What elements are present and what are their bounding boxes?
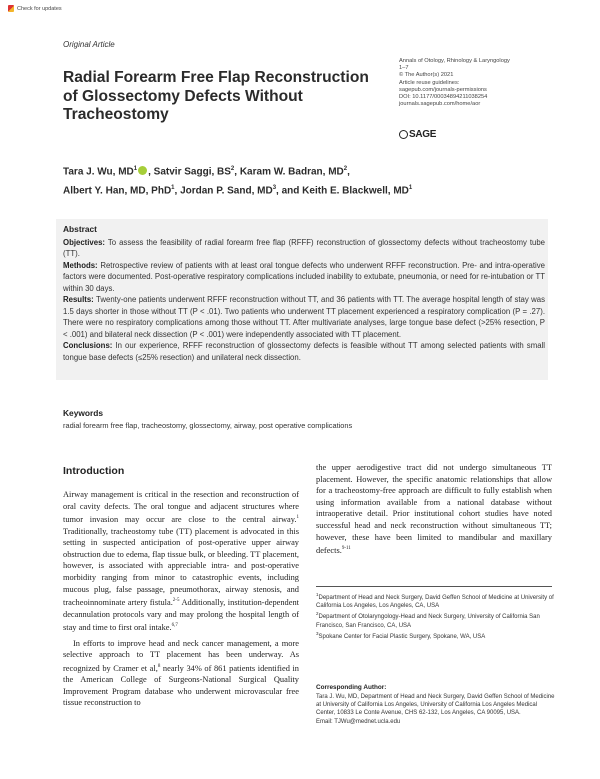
article-type-label: Original Article <box>63 40 115 49</box>
keywords-heading: Keywords <box>63 408 104 418</box>
publisher-name: SAGE <box>409 129 437 140</box>
citation[interactable]: 8 <box>157 663 161 669</box>
affiliations <box>316 591 556 641</box>
corresponding-author-email[interactable]: Email: TJWu@mednet.ucla.edu <box>316 718 401 725</box>
author-affiliation-number: 3 <box>272 185 277 192</box>
journal-name: Annals of Otology, Rhinology & Laryngology <box>399 58 510 64</box>
author-list <box>63 161 533 200</box>
corresponding-author-address: Tara J. Wu, MD, Department of Head and Neck Surgery, David Geffen School of Medicine at University of California Los Angeles, University of California Los Angeles Medical Center, 10833 Le Conte Avenue, CHS 62-132, Los Angeles, CA 90095, USA. <box>316 694 555 717</box>
author-separator: , <box>174 185 181 197</box>
intro-paragraph-1: Airway management is critical in the resection and reconstruction of oral cavity defects. The oral tongue and adjacent structures where tumor invasion may occur are close to the central airway.$^1$ Traditionally, tracheostomy tube (TT) placement is advocated in this setting in suspected anticipation of post-operative upper airway obstruction due to edema, flap tissue bulk, or bleeding. TT placement, however, is associated with appreciable intra- and post-operative morbidity ranging from minor to catastrophic events, including mucous plug, false passage, pneumothorax, airway stenosis, and tracheoinnominate artery fistula.$^{2-5}$ Additionally, institution-dependent decannulation protocols vary and may prolong the hospital length of stay and time to first oral intake.$^{6,7}$ <box>63 490 299 632</box>
affiliation: $^1$Department of Head and Neck Surgery, David Geffen School of Medicine at University of California Los Angeles, Los Angeles, CA, USA <box>316 592 554 610</box>
reuse-guidelines: Article reuse guidelines: <box>399 79 460 86</box>
author-name: Albert Y. Han, MD, PhD <box>63 185 172 197</box>
author-separator: , <box>148 166 154 178</box>
intro-paragraph-continued: the upper aerodigestive tract did not undergo simultaneous TT placement. However, the specific anatomic relationships that allow for a tracheostomy-free approach are difficult to fully establish when using information available from a national database without intraoperative detail. Prior institutional cohort studies have noted successful head and neck reconstruction without simultaneous TT; however, these have been limited to mandibular and maxillary defects.$^{9-11}$ <box>316 463 552 555</box>
author-affiliation-number: 2 <box>230 166 235 172</box>
introduction-right-column <box>316 462 552 557</box>
doi[interactable]: DOI: 10.1177/00034894211038254 <box>399 94 488 101</box>
orcid-icon[interactable] <box>138 166 147 175</box>
introduction-left-column <box>63 489 299 709</box>
article-title: Radial Forearm Free Flap Reconstruction of Glossectomy Defects Without Tracheostomy <box>63 69 369 123</box>
author-name: Jordan P. Sand, MD <box>180 185 273 197</box>
sage-logo-icon <box>399 130 408 139</box>
abstract-objectives: Objectives: To assess the feasibility of radial forearm free flap (RFFF) reconstruction of glossectomy defects without tracheostomy tube (TT). <box>63 237 545 258</box>
crossmark-icon <box>8 5 14 12</box>
abstract <box>63 224 545 363</box>
abstract-methods: Methods: Retrospective review of patients with at least oral tongue defects who underwent RFFF reconstruction. Pre- and intra-operative factors were documented. Post-operative respiratory complications included inability to extubate, pneumonia, or need for re-intubation or TT within 30 days. <box>63 260 545 293</box>
corresponding-author <box>316 693 556 726</box>
journal-home-link[interactable]: journals.sagepub.com/home/aor <box>399 101 481 108</box>
affiliation: $^3$Spokane Center for Facial Plastic Surgery, Spokane, WA, USA <box>316 630 486 640</box>
author-separator: , <box>347 166 350 178</box>
check-for-updates-label: Check for updates <box>17 5 62 12</box>
affiliation: $^2$Department of Otolaryngology-Head and Neck Surgery, University of California San Francisco, San Francisco, CA, USA <box>316 611 540 629</box>
publisher-logo <box>399 129 436 140</box>
author-name: Karam W. Badran, MD <box>239 166 344 178</box>
author-affiliation-number: 2 <box>343 166 348 172</box>
author-name: Tara J. Wu, MD <box>63 166 134 178</box>
author-name: Satvir Saggi, BS <box>153 166 231 178</box>
citation[interactable]: 9-11 <box>341 546 351 552</box>
author-name: Keith E. Blackwell, MD <box>302 185 409 197</box>
corresponding-author-heading: Corresponding Author: <box>316 684 387 691</box>
author-separator: , and <box>276 185 303 197</box>
abstract-results: Results: Twenty-one patients underwent RFFF reconstruction without TT, and 36 patients with TT. The average hospital length of stay was 1.5 days shorter in those without TT (P < .01). Two patients who underwent TT placement experienced a respiratory complication (P = .27). There were no respiratory complications among those without TT. After multivariate analyses, large tongue base defect (>25% resection, P < .001) and bilateral neck dissection (P < .001) were independently associated with TT placement. <box>63 295 546 339</box>
footnote-divider <box>316 586 552 587</box>
author-affiliation-number: 1 <box>171 185 175 192</box>
check-for-updates-badge[interactable] <box>8 5 62 12</box>
citation[interactable]: 6,7 <box>171 623 178 629</box>
introduction-heading: Introduction <box>63 465 125 477</box>
copyright: © The Author(s) 2021 <box>399 72 454 79</box>
intro-paragraph-2: In efforts to improve head and neck cancer management, a more selective approach to TT placement has been underway. As recognized by Cramer et al,$^8$ nearly 34% of 861 patients identified in the American College of Surgeons-National Surgical Quality Improvement Program database who underwent microvascular free tissue reconstruction to <box>63 638 299 708</box>
author-affiliation-number: 1 <box>408 185 413 192</box>
author-separator: , <box>234 166 240 178</box>
abstract-conclusions: Conclusions: In our experience, RFFF reconstruction of glossectomy defects is feasible without TT among selected patients with small tongue base defects (≤25% resection) and unilateral neck dissection. <box>63 341 545 362</box>
permissions-link[interactable]: sagepub.com/journals-permissions <box>399 86 487 93</box>
author-affiliation-number: 1 <box>133 166 138 172</box>
abstract-heading: Abstract <box>63 224 97 234</box>
citation[interactable]: 2-5 <box>172 598 180 604</box>
page-range: 1–7 <box>399 65 409 72</box>
keywords-text: radial forearm free flap, tracheostomy, glossectomy, airway, post operative complications <box>63 421 353 430</box>
journal-meta <box>399 58 584 108</box>
citation[interactable]: 1 <box>296 515 299 521</box>
